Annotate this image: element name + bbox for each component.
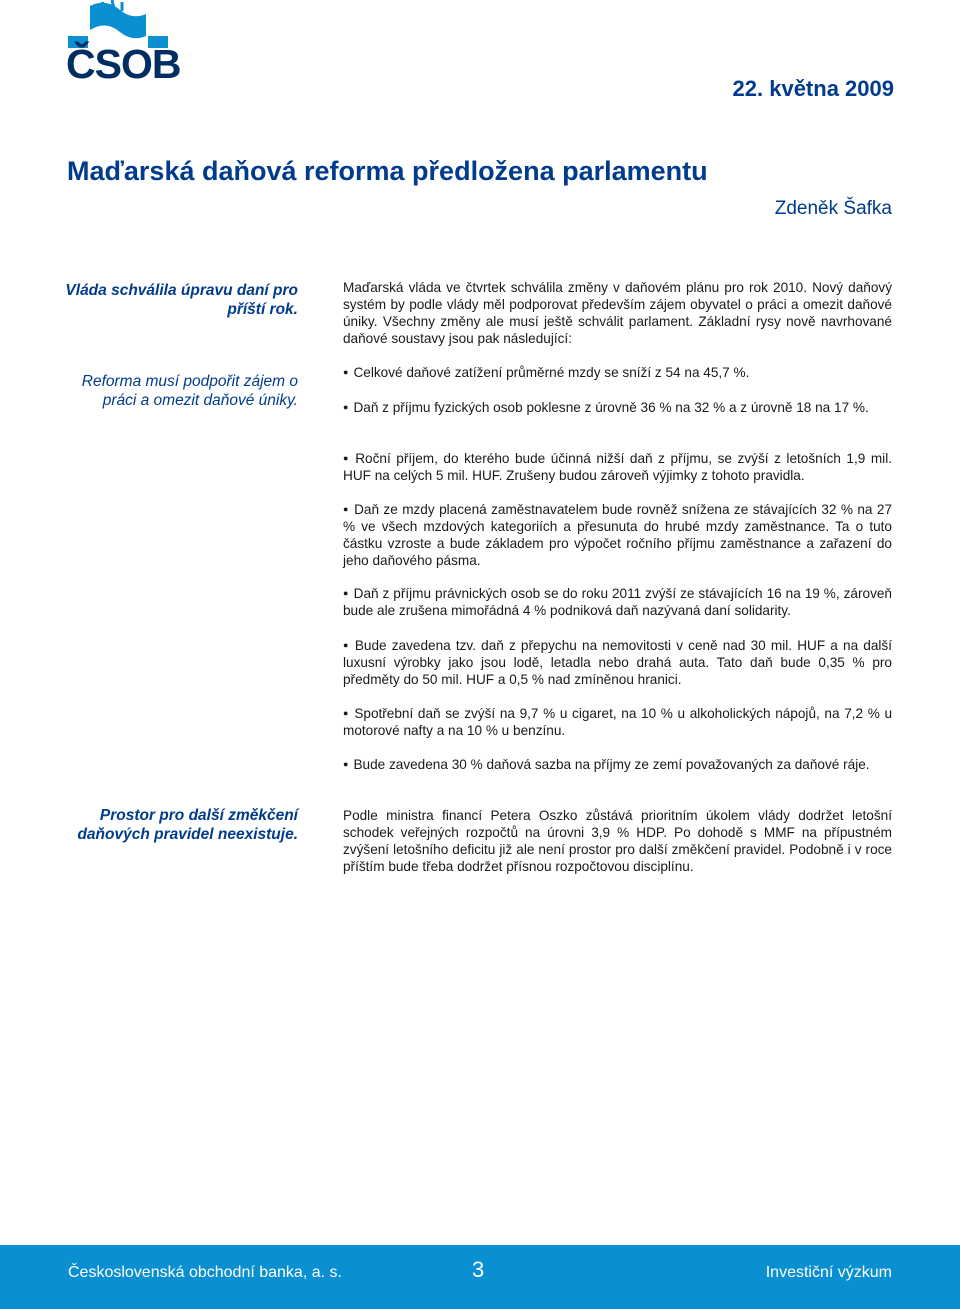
logo-wordmark: ČSOB (66, 41, 181, 87)
bullet-item (343, 450, 892, 484)
bullet-item (343, 501, 892, 569)
closing-paragraph: Podle ministra financí Petera Oszko zůstává prioritním úkolem vlády dodržet letošní schodek veřejných rozpočtů na úrovni 3,9 % HDP. Po dohodě s MMF na přípustném zvýšení letošního deficitu již ale není prostor pro další změkčení pravidel. Podobně i v roce příštím bude třeba dodržet přísnou rozpočtovou disciplínu. (343, 808, 892, 874)
bullet-text: Celkové daňové zatížení průměrné mzdy se sníží z 54 na 45,7 %. (353, 365, 750, 380)
bullet-text: Bude zavedena tzv. daň z přepychu na nemovitosti v ceně nad 30 mil. HUF a na další luxusní výrobky jako jsou lodě, letadla nebo drahá auta. Tato daň bude 0,35 % pro předměty do 50 mil. HUF a 0,5 % nad zmíněnou hranici. (343, 638, 893, 687)
article-author: Zdeněk Šafka (774, 198, 892, 219)
sidebar-summary-2: Reforma musí podpořit zájem o práci a omezit daňové úniky. (81, 373, 298, 409)
bullet-text: Daň z příjmu fyzických osob poklesne z úrovně 36 % na 32 % a z úrovně 18 na 17 %. (353, 400, 869, 415)
footer-department: Investiční výzkum (765, 1264, 892, 1281)
bullet-text: Spotřební daň se zvýší na 9,7 % u cigaret, na 10 % u alkoholických nápojů, na 7,2 % u motorové nafty a na 10 % u benzínu. (343, 706, 893, 738)
bullet-text: Roční příjem, do kterého bude účinná nižší daň z příjmu, se zvýší z letošních 1,9 mil. HUF na celých 5 mil. HUF. Zrušeny budou zároveň výjimky z tohoto pravidla. (343, 451, 893, 483)
bullet-item (343, 756, 892, 773)
article-title: Maďarská daňová reforma předložena parlamentu (67, 156, 708, 186)
bullet-text: Bude zavedena 30 % daňová sazba na příjmy ze zemí považovaných za daňové ráje. (353, 757, 870, 772)
bullet-item (343, 399, 892, 416)
sidebar-summary-3: Prostor pro další změkčení daňových pravidel neexistuje. (77, 807, 298, 843)
bullet-text: Daň ze mzdy placená zaměstnavatelem bude rovněž snížena ze stávajících 32 % na 27 % ve všech mzdových kategoriích a přesunuta do hrubé mzdy zaměstnance. Ta o tuto částku vzroste a bude základem pro výpočet ročního příjmu zaměstnance a zařazení do jeho daňového pásma. (343, 502, 893, 568)
sidebar-summary-1: Vláda schválila úpravu daní pro příští rok. (65, 282, 298, 318)
bullet-item (343, 705, 892, 739)
report-date: 22. května 2009 (732, 76, 894, 101)
intro-paragraph: Maďarská vláda ve čtvrtek schválila změny v daňovém plánu pro rok 2010. Nový daňový systém by podle vlády měl podporovat především zájem obyvatel o práci a omezit daňové úniky. Všechny změny ale musí ještě schválit parlament. Základní rysy nově navrhované daňové soustavy jsou pak následující: (343, 280, 892, 346)
bullet-text: Daň z příjmu právnických osob se do roku 2011 zvýší ze stávajících 16 na 19 %, zároveň bude ale zrušena mimořádná 4 % podniková daň nazývaná daní solidarity. (343, 586, 892, 618)
bullet-item (343, 364, 892, 381)
bullet-item (343, 637, 892, 688)
bullet-item (343, 585, 892, 619)
footer-company: Československá obchodní banka, a. s. (68, 1264, 342, 1281)
page-number: 3 (472, 1257, 485, 1282)
footer-bar (0, 1245, 960, 1309)
